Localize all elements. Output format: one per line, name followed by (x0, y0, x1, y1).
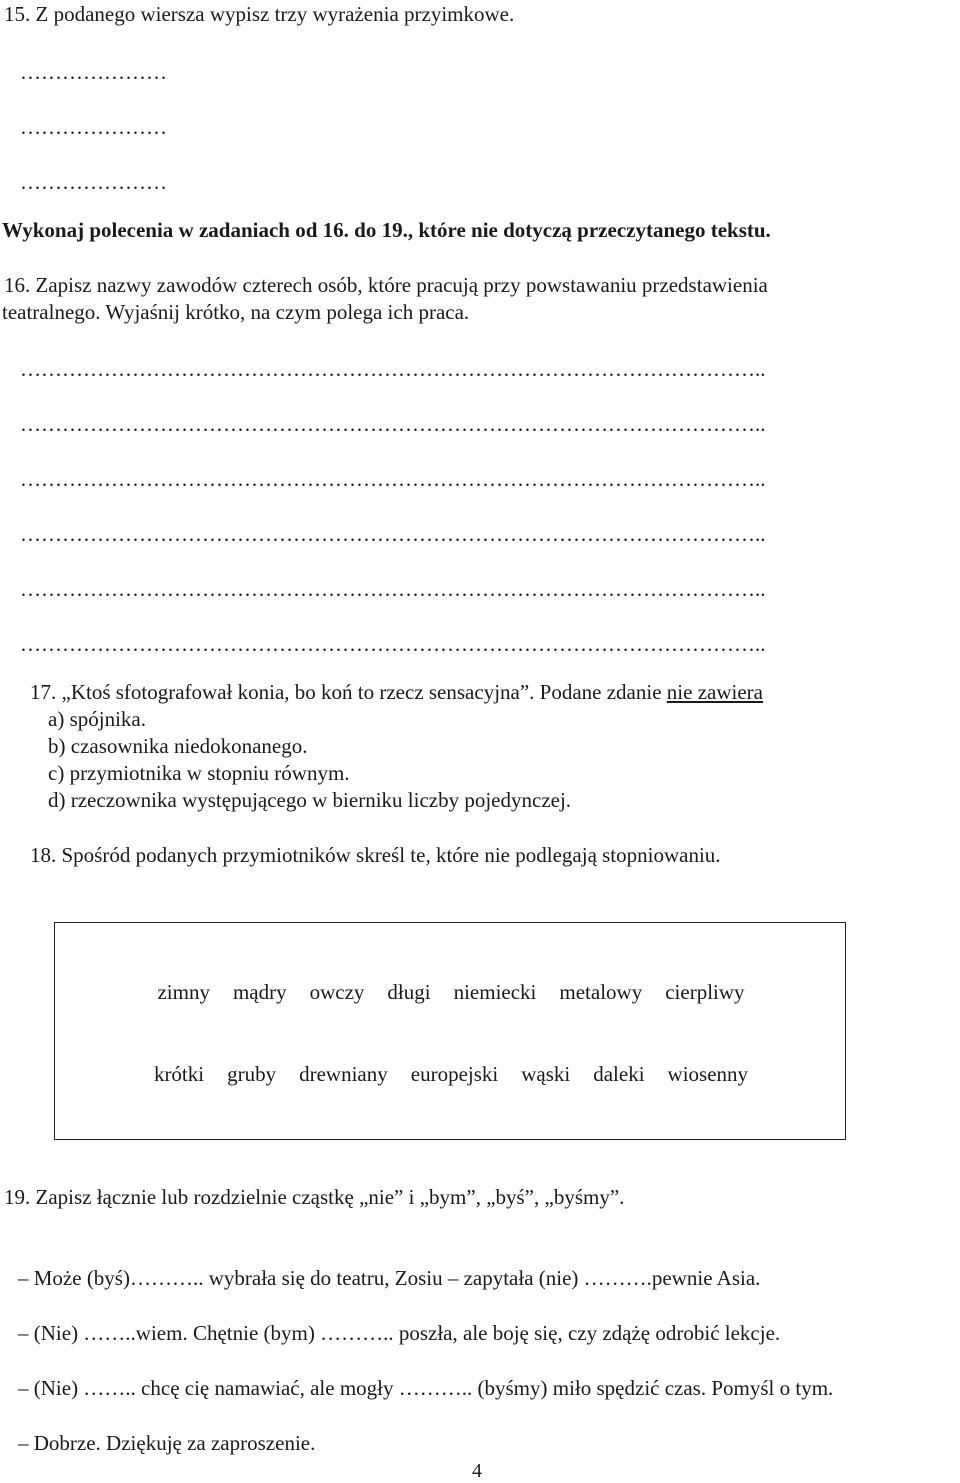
answer-blank: …………………………………………………………………………………………….. (20, 632, 766, 656)
adjective-box (54, 922, 846, 1140)
adjective-word[interactable]: krótki (153, 1062, 205, 1086)
dialogue-line: – Może (byś)……….. wybrała się do teatru, Zosiu – zapytała (nie) ……….pewnie Asia. (18, 1266, 761, 1290)
dialogue-line: – (Nie) ……..wiem. Chętnie (bym) ……….. poszła, ale boję się, czy zdążę odrobić lekcje. (18, 1321, 781, 1345)
option-b: b) czasownika niedokonanego. (48, 734, 308, 758)
option-c: c) przymiotnika w stopniu równym. (48, 761, 350, 785)
question-19-title: 19. Zapisz łącznie lub rozdzielnie cząstkę „nie” i „bym”, „byś”, „byśmy”. (4, 1185, 625, 1209)
answer-blank: ………………… (20, 115, 167, 139)
adjective-row-2 (55, 1062, 847, 1086)
dialogue-line: – Dobrze. Dziękuję za zaproszenie. (18, 1431, 316, 1455)
answer-blank: …………………………………………………………………………………………….. (20, 357, 766, 381)
adjective-word[interactable]: europejski (410, 1062, 499, 1086)
adjective-word[interactable]: długi (387, 980, 431, 1004)
adjective-word[interactable]: mądry (232, 980, 287, 1004)
adjective-word[interactable]: wąski (521, 1062, 571, 1086)
answer-blank: …………………………………………………………………………………………….. (20, 412, 766, 436)
answer-blank: ………………… (20, 170, 167, 194)
adjective-word[interactable]: metalowy (559, 980, 643, 1004)
adjective-word[interactable]: daleki (593, 1062, 645, 1086)
answer-blank: …………………………………………………………………………………………….. (20, 467, 766, 491)
question-17-text: 17. „Ktoś sfotografował konia, bo koń to rzecz sensacyjna”. Podane zdanie (30, 680, 667, 704)
question-17-emphasis: nie zawiera (666, 680, 763, 704)
option-a: a) spójnika. (48, 707, 146, 731)
option-d: d) rzeczownika występującego w bierniku liczby pojedynczej. (48, 788, 572, 812)
adjective-word[interactable]: cierpliwy (665, 980, 745, 1004)
question-16-line1: 16. Zapisz nazwy zawodów czterech osób, które pracują przy powstawaniu przedstawienia (4, 273, 768, 297)
answer-blank: …………………………………………………………………………………………….. (20, 522, 766, 546)
question-18-title: 18. Spośród podanych przymiotników skreśl te, które nie podlegają stopniowaniu. (30, 843, 721, 867)
answer-blank: ………………… (20, 60, 167, 84)
page-number: 4 (472, 1460, 482, 1482)
adjective-word[interactable]: wiosenny (667, 1062, 749, 1086)
adjective-row-1 (55, 980, 847, 1004)
answer-blank: …………………………………………………………………………………………….. (20, 577, 766, 601)
instruction-heading: Wykonaj polecenia w zadaniach od 16. do 19., które nie dotyczą przeczytanego tekstu. (2, 218, 771, 242)
adjective-word[interactable]: owczy (309, 980, 365, 1004)
question-16-line2: teatralnego. Wyjaśnij krótko, na czym polega ich praca. (2, 300, 470, 324)
adjective-word[interactable]: zimny (157, 980, 210, 1004)
adjective-word[interactable]: gruby (227, 1062, 277, 1086)
dialogue-line: – (Nie) …….. chcę cię namawiać, ale mogły ……….. (byśmy) miło spędzić czas. Pomyśl o tym. (18, 1376, 834, 1400)
question-15-title: 15. Z podanego wiersza wypisz trzy wyrażenia przyimkowe. (4, 2, 515, 26)
question-17-stem (30, 680, 763, 704)
adjective-word[interactable]: niemiecki (453, 980, 537, 1004)
adjective-word[interactable]: drewniany (299, 1062, 388, 1086)
